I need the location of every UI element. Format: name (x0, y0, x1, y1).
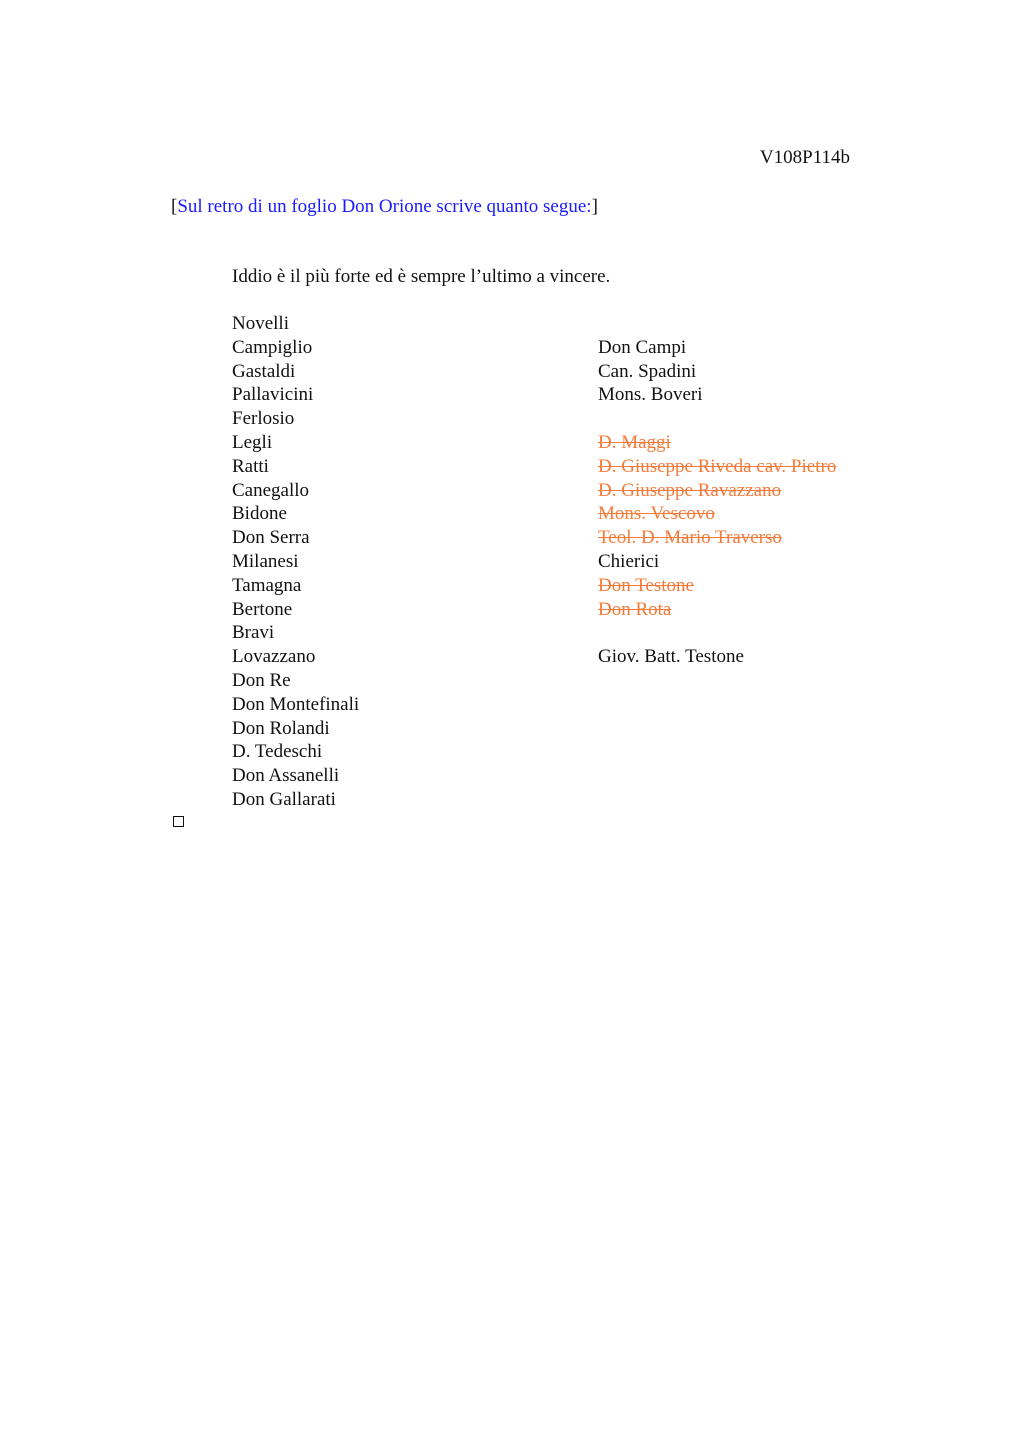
left-name-item: Legli (232, 431, 273, 453)
right-name-item-struck: Teol. D. Mario Traverso (598, 527, 782, 549)
right-name-item-struck: D. Maggi (598, 431, 671, 453)
left-name-item: Ferlosio (232, 408, 295, 430)
right-name-item: Giov. Batt. Testone (598, 646, 744, 668)
left-name-item: Don Serra (232, 527, 310, 549)
editor-note (171, 195, 598, 219)
left-name-item: Canegallo (232, 479, 310, 501)
right-name-column (598, 312, 836, 669)
left-name-item: Tamagna (232, 574, 302, 596)
right-name-item (598, 621, 836, 645)
right-name-item: Chierici (598, 550, 660, 572)
right-name-item-struck: Mons. Vescovo (598, 503, 715, 525)
checkbox-icon (173, 816, 184, 827)
left-name-item: Pallavicini (232, 384, 314, 406)
right-name-item (598, 312, 836, 336)
left-name-item: D. Tedeschi (232, 741, 323, 763)
left-name-item: Don Assanelli (232, 765, 340, 787)
left-name-item: Bravi (232, 622, 275, 644)
left-name-item: Gastaldi (232, 360, 296, 382)
left-name-item: Bidone (232, 503, 287, 525)
right-name-item-struck: D. Giuseppe Ravazzano (598, 479, 782, 501)
note-open-bracket: [ (171, 196, 178, 217)
left-name-item: Don Re (232, 669, 291, 691)
left-name-item: Milanesi (232, 550, 299, 572)
note-text: Sul retro di un foglio Don Orione scrive quanto segue: (177, 196, 592, 217)
left-name-item: Bertone (232, 598, 293, 620)
right-name-item-struck: Don Rota (598, 598, 672, 620)
left-name-item: Campiglio (232, 336, 313, 358)
right-name-item: Can. Spadini (598, 360, 697, 382)
note-close-bracket: ] (591, 196, 598, 217)
document-id: V108P114b (759, 147, 850, 168)
right-name-item-struck: D. Giuseppe Riveda cav. Pietro (598, 455, 837, 477)
left-name-item: Lovazzano (232, 646, 316, 668)
left-name-item: Don Gallarati (232, 788, 336, 810)
left-name-item: Ratti (232, 455, 269, 477)
right-name-item: Don Campi (598, 336, 687, 358)
left-name-item: Novelli (232, 313, 289, 334)
motto: Iddio è il più forte ed è sempre l’ultimo a vincere. (232, 266, 611, 287)
right-name-item (598, 407, 836, 431)
left-name-column (232, 312, 359, 812)
left-name-item: Don Rolandi (232, 717, 330, 739)
left-name-item: Don Montefinali (232, 693, 360, 715)
right-name-item: Mons. Boveri (598, 384, 703, 406)
right-name-item-struck: Don Testone (598, 574, 694, 596)
